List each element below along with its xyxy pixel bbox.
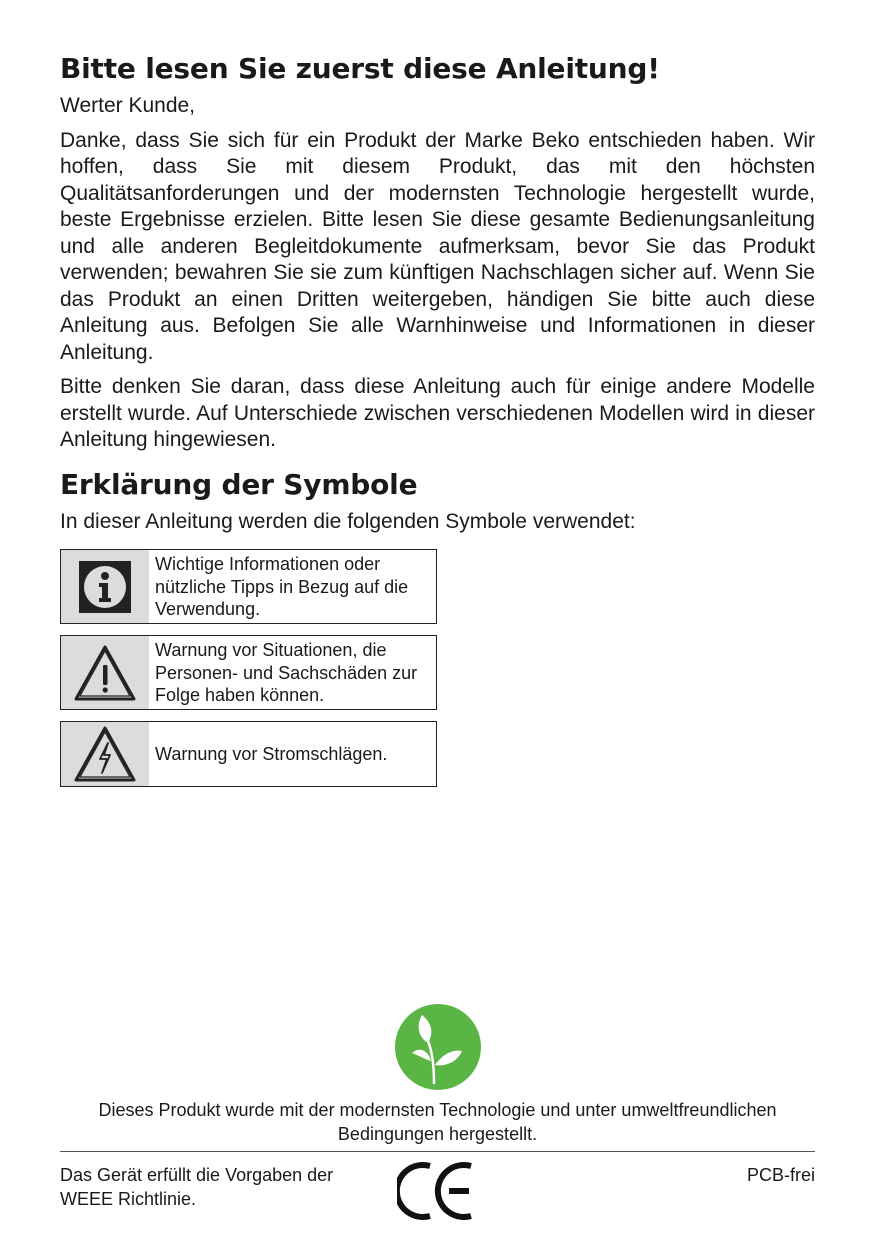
symbols-heading: Erklärung der Symbole	[60, 467, 418, 501]
page-content	[60, 52, 815, 798]
ce-mark-icon	[397, 1160, 477, 1227]
warning-icon	[61, 636, 150, 709]
symbol-row-warning	[60, 635, 437, 710]
eco-leaf-icon	[394, 1003, 482, 1091]
symbols-intro: In dieser Anleitung werden die folgenden Symbole verwendet:	[60, 509, 636, 533]
eco-logo	[0, 1003, 875, 1096]
page-title: Bitte lesen Sie zuerst diese Anleitung!	[60, 52, 660, 85]
intro-paragraph: Danke, dass Sie sich für ein Produkt der Marke Beko entschieden haben. Wir hoffen, dass Sie mit diesem Produkt, das mit den höchsten Qualitätsanforderungen und der modernsten Technologie hergestellt wurde, beste Ergebnisse erzielen. Bitte lesen Sie diese gesamte Bedienungsanleitung und alle anderen Begleitdokumente aufmerksam, bevor Sie das Produkt verwenden; bewahren Sie sie zum künftigen Nachschlagen sicher auf. Wenn Sie das Produkt an einen Dritten weitergeben, händigen Sie bitte auch diese Anleitung aus. Befolgen Sie alle Warnhinweise und Informationen in dieser Anleitung.	[60, 128, 815, 364]
symbol-text-warning: Warnung vor Situationen, die Personen- und Sachschäden zur Folge haben können.	[155, 640, 418, 706]
footer-divider	[60, 1151, 815, 1152]
greeting: Werter Kunde,	[60, 94, 196, 117]
symbol-text-info: Wichtige Informationen oder nützliche Tipps in Bezug auf die Verwendung.	[155, 554, 409, 620]
models-note-paragraph: Bitte denken Sie daran, dass diese Anleitung auch für einige andere Modelle erstellt wurde. Auf Unterschiede zwischen verschiedenen Modellen wird in dieser Anleitung hingewiesen.	[60, 375, 815, 451]
symbol-row-info	[60, 549, 437, 624]
eco-statement: Dieses Produkt wurde mit der modernsten Technologie und unter umweltfreundlichen Bedingungen hergestellt.	[98, 1100, 777, 1144]
symbol-row-electric	[60, 721, 437, 787]
symbol-text-electric: Warnung vor Stromschlägen.	[155, 744, 388, 765]
weee-note: Das Gerät erfüllt die Vorgaben der WEEE Richtlinie.	[60, 1165, 334, 1209]
info-icon	[61, 550, 150, 623]
symbols-table	[60, 549, 437, 787]
electric-shock-icon	[61, 722, 150, 786]
pcb-free-note: PCB-frei	[746, 1165, 815, 1185]
